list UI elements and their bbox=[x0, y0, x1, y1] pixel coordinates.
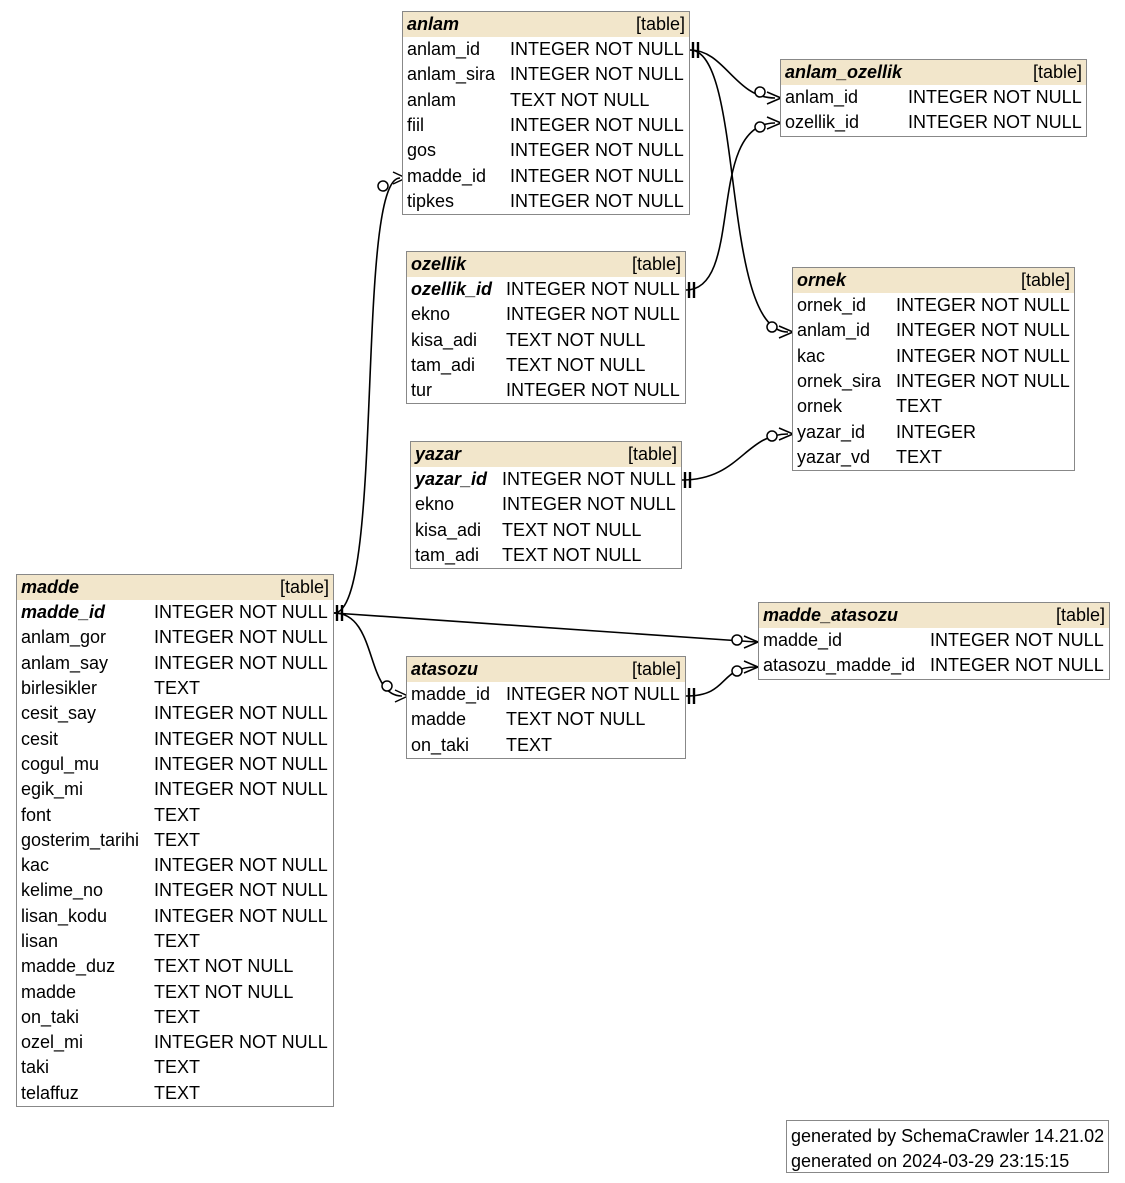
column-row bbox=[793, 293, 1074, 318]
column-name: madde_id bbox=[411, 684, 491, 705]
column-row bbox=[17, 1005, 333, 1030]
column-type: TEXT NOT NULL bbox=[506, 355, 646, 376]
column-type: INTEGER NOT NULL bbox=[908, 112, 1082, 133]
column-name: atasozu_madde_id bbox=[763, 655, 916, 676]
column-type: INTEGER NOT NULL bbox=[510, 140, 684, 161]
column-row bbox=[403, 62, 689, 87]
column-type: TEXT NOT NULL bbox=[506, 709, 646, 730]
column-name: lisan_kodu bbox=[21, 905, 108, 926]
column-row bbox=[17, 954, 333, 979]
column-name: cesit bbox=[21, 728, 59, 749]
column-type: INTEGER NOT NULL bbox=[502, 494, 676, 515]
edge-atasozu-madde-atasozu bbox=[686, 667, 756, 696]
column-type: INTEGER NOT NULL bbox=[896, 345, 1070, 366]
column-row bbox=[793, 369, 1074, 394]
table-header bbox=[407, 657, 685, 682]
column-type: TEXT NOT NULL bbox=[502, 519, 642, 540]
column-row bbox=[17, 802, 333, 827]
column-name: madde_id bbox=[407, 165, 487, 186]
column-row bbox=[411, 518, 681, 543]
column-type: INTEGER NOT NULL bbox=[154, 703, 328, 724]
column-row bbox=[411, 492, 681, 517]
table-name: ornek bbox=[797, 270, 847, 290]
column-type: INTEGER NOT NULL bbox=[896, 295, 1070, 316]
column-type: INTEGER NOT NULL bbox=[506, 684, 680, 705]
table-header bbox=[759, 603, 1109, 628]
column-row bbox=[403, 88, 689, 113]
column-name: lisan bbox=[21, 931, 59, 951]
column-type: TEXT bbox=[154, 678, 201, 699]
column-row bbox=[17, 752, 333, 777]
primary-key-name: madde_id bbox=[21, 602, 106, 623]
column-type: INTEGER NOT NULL bbox=[510, 64, 684, 85]
table-header bbox=[411, 442, 681, 467]
column-name: anlam_id bbox=[797, 320, 871, 341]
column-type: INTEGER NOT NULL bbox=[510, 190, 684, 211]
column-row bbox=[793, 394, 1074, 419]
column-row bbox=[759, 653, 1109, 678]
column-type: TEXT NOT NULL bbox=[154, 956, 294, 977]
column-type: INTEGER NOT NULL bbox=[896, 320, 1070, 341]
column-name: cesit_say bbox=[21, 703, 97, 724]
column-row bbox=[17, 904, 333, 929]
column-row bbox=[407, 302, 685, 327]
column-type: INTEGER NOT NULL bbox=[154, 602, 328, 623]
column-name: kisa_adi bbox=[415, 519, 482, 540]
column-type: INTEGER NOT NULL bbox=[154, 855, 328, 876]
table-name: yazar bbox=[415, 444, 462, 464]
column-name: anlam_say bbox=[21, 652, 109, 673]
column-type: INTEGER NOT NULL bbox=[154, 652, 328, 673]
generated-on-text: generated on 2024-03-29 23:15:15 bbox=[791, 1151, 1070, 1171]
table-kind: [table] bbox=[279, 577, 329, 597]
column-type: INTEGER NOT NULL bbox=[154, 779, 328, 800]
column-row bbox=[759, 628, 1109, 653]
column-name: gosterim_tarihi bbox=[21, 829, 140, 850]
column-row bbox=[781, 110, 1086, 135]
column-row bbox=[17, 777, 333, 802]
edge-ozellik-anlam-ozellik bbox=[686, 123, 775, 290]
column-row bbox=[17, 828, 333, 853]
column-name: fiil bbox=[407, 115, 424, 136]
column-name: tam_adi bbox=[415, 545, 480, 566]
column-row bbox=[407, 682, 685, 707]
primary-key-name: yazar_id bbox=[415, 469, 488, 490]
table-anlam-ozellik bbox=[780, 59, 1087, 137]
column-name: madde bbox=[411, 709, 467, 730]
column-type: INTEGER NOT NULL bbox=[154, 627, 328, 648]
column-type: INTEGER NOT NULL bbox=[510, 39, 684, 60]
table-kind: [table] bbox=[627, 444, 677, 464]
column-type: INTEGER NOT NULL bbox=[506, 380, 680, 401]
column-row bbox=[17, 1055, 333, 1080]
column-name: ornek bbox=[797, 396, 843, 417]
table-kind: [table] bbox=[1020, 270, 1070, 290]
column-row bbox=[403, 189, 689, 214]
column-row bbox=[411, 543, 681, 568]
column-row bbox=[793, 318, 1074, 343]
column-type: TEXT bbox=[154, 1057, 201, 1078]
column-name: egik_mi bbox=[21, 779, 84, 800]
column-row bbox=[17, 676, 333, 701]
table-ornek bbox=[792, 267, 1075, 471]
column-row bbox=[403, 37, 689, 62]
column-name: ozellik_id bbox=[785, 112, 860, 133]
table-yazar bbox=[410, 441, 682, 569]
generated-by-text: generated by SchemaCrawler 14.21.02 bbox=[791, 1126, 1105, 1146]
column-type: INTEGER NOT NULL bbox=[506, 279, 680, 300]
column-row bbox=[17, 853, 333, 878]
table-madde bbox=[16, 574, 334, 1107]
column-type: INTEGER NOT NULL bbox=[510, 165, 684, 186]
column-type: TEXT bbox=[154, 1006, 201, 1027]
column-type: TEXT bbox=[506, 734, 553, 755]
column-name: ekno bbox=[415, 494, 455, 515]
table-madde-atasozu bbox=[758, 602, 1110, 680]
column-row bbox=[781, 85, 1086, 110]
column-type: TEXT bbox=[896, 396, 943, 417]
column-name: gos bbox=[407, 140, 437, 161]
table-name: madde bbox=[21, 577, 80, 597]
column-row bbox=[407, 707, 685, 732]
column-name: anlam_id bbox=[407, 39, 481, 60]
table-kind: [table] bbox=[635, 14, 685, 34]
column-row bbox=[407, 277, 685, 302]
column-row bbox=[407, 328, 685, 353]
column-type: TEXT NOT NULL bbox=[154, 981, 294, 1002]
column-row bbox=[793, 445, 1074, 470]
column-name: kac bbox=[797, 345, 826, 366]
column-type: TEXT NOT NULL bbox=[502, 545, 642, 566]
column-row bbox=[403, 113, 689, 138]
column-type: INTEGER NOT NULL bbox=[154, 880, 328, 901]
column-row bbox=[793, 344, 1074, 369]
column-row bbox=[17, 625, 333, 650]
column-row bbox=[407, 353, 685, 378]
table-kind: [table] bbox=[1032, 62, 1082, 82]
edge-madde-anlam bbox=[334, 178, 400, 613]
table-header bbox=[793, 268, 1074, 293]
column-row bbox=[17, 979, 333, 1004]
generator-info bbox=[786, 1120, 1109, 1173]
column-type: TEXT bbox=[154, 931, 201, 951]
table-atasozu bbox=[406, 656, 686, 759]
column-type: INTEGER NOT NULL bbox=[502, 469, 676, 490]
column-name: ekno bbox=[411, 304, 451, 325]
table-header bbox=[781, 60, 1086, 85]
column-row bbox=[407, 733, 685, 758]
table-name: anlam bbox=[407, 14, 460, 34]
table-header bbox=[407, 252, 685, 277]
column-name: madde_id bbox=[763, 630, 843, 651]
column-row bbox=[17, 651, 333, 676]
column-name: ornek_id bbox=[797, 295, 867, 316]
column-type: TEXT bbox=[896, 446, 943, 467]
column-type: TEXT NOT NULL bbox=[510, 89, 650, 110]
column-name: yazar_id bbox=[797, 421, 866, 442]
column-name: anlam_id bbox=[785, 87, 859, 108]
table-ozellik bbox=[406, 251, 686, 404]
column-name: on_taki bbox=[411, 734, 470, 755]
column-type: TEXT bbox=[154, 804, 201, 825]
column-row bbox=[411, 467, 681, 492]
table-header bbox=[403, 12, 689, 37]
column-row bbox=[17, 600, 333, 625]
column-row bbox=[17, 878, 333, 903]
table-name: atasozu bbox=[411, 659, 479, 679]
column-name: anlam_sira bbox=[407, 64, 496, 85]
table-name: anlam_ozellik bbox=[785, 62, 903, 82]
column-name: cogul_mu bbox=[21, 753, 100, 774]
column-type: INTEGER bbox=[896, 421, 977, 442]
edge-madde-madde-atasozu bbox=[334, 613, 756, 642]
column-name: kac bbox=[21, 855, 50, 876]
column-name: birlesikler bbox=[21, 678, 98, 699]
column-type: INTEGER NOT NULL bbox=[154, 753, 328, 774]
column-type: TEXT NOT NULL bbox=[506, 329, 646, 350]
table-anlam bbox=[402, 11, 690, 215]
column-type: TEXT bbox=[154, 1082, 201, 1103]
column-row bbox=[403, 163, 689, 188]
column-type: INTEGER NOT NULL bbox=[506, 304, 680, 325]
column-row bbox=[793, 419, 1074, 444]
column-row bbox=[17, 929, 333, 954]
table-kind: [table] bbox=[1055, 605, 1105, 625]
table-kind: [table] bbox=[631, 254, 681, 274]
column-name: yazar_vd bbox=[797, 446, 871, 467]
column-type: INTEGER NOT NULL bbox=[154, 905, 328, 926]
table-kind: [table] bbox=[631, 659, 681, 679]
column-name: taki bbox=[21, 1057, 50, 1078]
column-row bbox=[17, 1081, 333, 1106]
column-row bbox=[403, 138, 689, 163]
column-type: TEXT bbox=[154, 829, 201, 850]
column-type: INTEGER NOT NULL bbox=[510, 115, 684, 136]
column-name: kisa_adi bbox=[411, 329, 478, 350]
column-row bbox=[17, 726, 333, 751]
column-row bbox=[407, 378, 685, 403]
column-type: INTEGER NOT NULL bbox=[908, 87, 1082, 108]
column-type: INTEGER NOT NULL bbox=[930, 655, 1104, 676]
table-name: ozellik bbox=[411, 254, 467, 274]
column-name: madde bbox=[21, 981, 77, 1002]
column-name: tur bbox=[411, 380, 433, 401]
column-row bbox=[17, 701, 333, 726]
column-name: tipkes bbox=[407, 190, 455, 211]
column-name: ornek_sira bbox=[797, 371, 882, 392]
column-name: kelime_no bbox=[21, 880, 104, 901]
column-type: INTEGER NOT NULL bbox=[154, 1032, 328, 1053]
column-name: on_taki bbox=[21, 1006, 80, 1027]
column-type: INTEGER NOT NULL bbox=[930, 630, 1104, 651]
column-name: ozel_mi bbox=[21, 1032, 84, 1053]
column-row bbox=[17, 1030, 333, 1055]
column-name: anlam bbox=[407, 89, 457, 110]
column-name: tam_adi bbox=[411, 355, 476, 376]
table-name: madde_atasozu bbox=[763, 605, 899, 625]
edge-anlam-ornek bbox=[690, 50, 788, 332]
column-name: font bbox=[21, 804, 52, 825]
primary-key-name: ozellik_id bbox=[411, 279, 493, 300]
column-name: madde_duz bbox=[21, 956, 116, 977]
column-name: telaffuz bbox=[21, 1082, 79, 1103]
column-name: anlam_gor bbox=[21, 627, 107, 648]
column-type: INTEGER NOT NULL bbox=[154, 728, 328, 749]
column-type: INTEGER NOT NULL bbox=[896, 371, 1070, 392]
table-header bbox=[17, 575, 333, 600]
